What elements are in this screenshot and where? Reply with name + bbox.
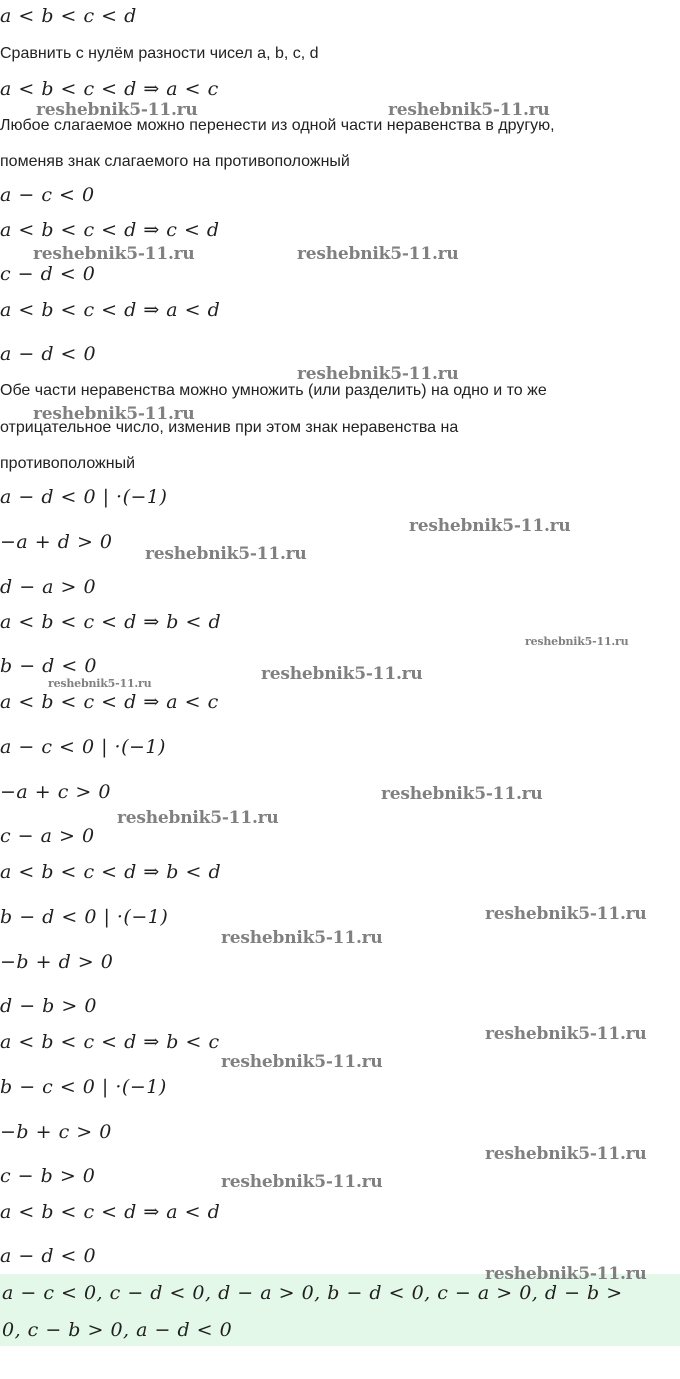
step-implication: a < b < c < d ⇒ b < d — [0, 861, 222, 883]
step-multiply: b − d < 0 | ·(−1) — [0, 906, 169, 928]
given-chain: a < b < c < d — [0, 5, 137, 27]
step-result: d − b > 0 — [0, 995, 97, 1017]
step-implication: a < b < c < d ⇒ c < d — [0, 219, 220, 241]
step-implication: a < b < c < d ⇒ b < d — [0, 611, 222, 633]
step-difference: a − d < 0 — [0, 1245, 97, 1267]
watermark: reshebnik5-11.ru — [33, 244, 195, 264]
watermark: reshebnik5-11.ru — [388, 100, 550, 120]
step-multiply: a − d < 0 | ·(−1) — [0, 486, 168, 508]
watermark: reshebnik5-11.ru — [381, 784, 543, 804]
step-result: c − a > 0 — [0, 825, 95, 847]
watermark: reshebnik5-11.ru — [261, 664, 423, 684]
rule-text-line: Любое слагаемое можно перенести из одной части неравенства в другую, — [0, 117, 555, 134]
step-result: −b + d > 0 — [0, 951, 114, 973]
step-implication: a < b < c < d ⇒ b < c — [0, 1031, 220, 1053]
watermark: reshebnik5-11.ru — [297, 364, 459, 384]
step-result: d − a > 0 — [0, 576, 97, 598]
rule-text-line: Обе части неравенства можно умножить (или разделить) на одно и то же — [0, 382, 547, 399]
step-multiply: a − c < 0 | ·(−1) — [0, 736, 166, 758]
watermark: reshebnik5-11.ru — [297, 244, 459, 264]
watermark: reshebnik5-11.ru — [36, 100, 198, 120]
watermark: reshebnik5-11.ru — [221, 928, 383, 948]
watermark: reshebnik5-11.ru — [221, 1052, 383, 1072]
step-difference: a − c < 0 — [0, 184, 95, 206]
step-multiply: b − c < 0 | ·(−1) — [0, 1076, 167, 1098]
step-difference: b − d < 0 — [0, 655, 97, 677]
step-difference: a − d < 0 — [0, 343, 97, 365]
watermark: reshebnik5-11.ru — [409, 516, 571, 536]
step-result: −b + c > 0 — [0, 1121, 112, 1143]
step-implication: a < b < c < d ⇒ a < d — [0, 1201, 221, 1223]
watermark: reshebnik5-11.ru — [145, 544, 307, 564]
step-implication: a < b < c < d ⇒ a < c — [0, 78, 219, 100]
answer-line: a − c < 0, c − d < 0, d − a > 0, b − d < 0, c − a > 0, d − b > — [2, 1282, 623, 1304]
watermark: reshebnik5-11.ru — [221, 1172, 383, 1192]
watermark: reshebnik5-11.ru — [485, 1264, 647, 1284]
answer-line: 0, c − b > 0, a − d < 0 — [2, 1319, 233, 1341]
watermark: reshebnik5-11.ru — [485, 1024, 647, 1044]
rule-text-line: противоположный — [0, 455, 136, 472]
watermark: reshebnik5-11.ru — [33, 404, 195, 424]
rule-text-line: отрицательное число, изменив при этом знак неравенства на — [0, 419, 459, 436]
watermark: reshebnik5-11.ru — [485, 1144, 647, 1164]
step-result: −a + d > 0 — [0, 531, 113, 553]
watermark: reshebnik5-11.ru — [525, 635, 629, 648]
step-difference: c − d < 0 — [0, 263, 96, 285]
task-statement: Сравнить с нулём разности чисел a, b, c, d — [0, 45, 319, 62]
step-result: −a + c > 0 — [0, 781, 111, 803]
watermark: reshebnik5-11.ru — [117, 808, 279, 828]
watermark: reshebnik5-11.ru — [48, 677, 152, 690]
step-implication: a < b < c < d ⇒ a < c — [0, 691, 219, 713]
watermark: reshebnik5-11.ru — [485, 904, 647, 924]
rule-text-line: поменяв знак слагаемого на противоположный — [0, 153, 350, 170]
answer-block — [0, 1274, 680, 1346]
step-implication: a < b < c < d ⇒ a < d — [0, 299, 221, 321]
step-result: c − b > 0 — [0, 1165, 96, 1187]
